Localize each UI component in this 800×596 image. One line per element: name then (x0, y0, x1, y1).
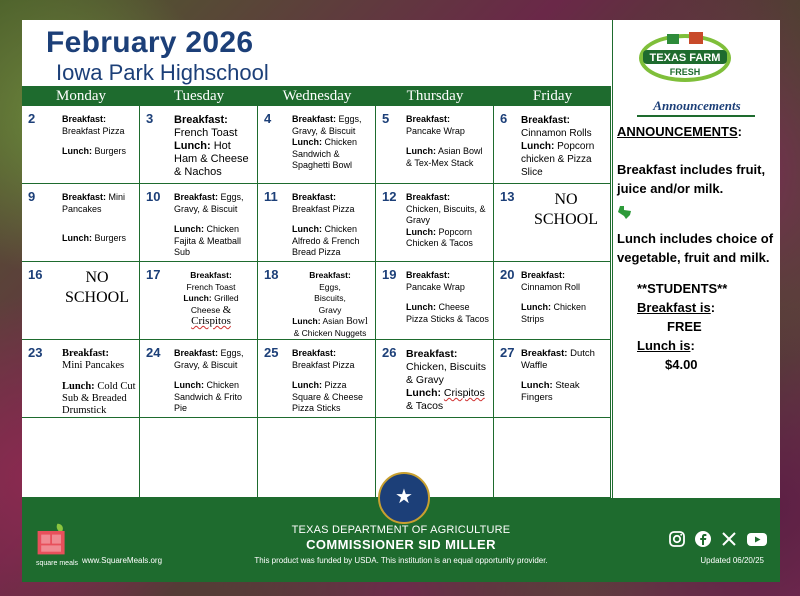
instagram-icon[interactable] (668, 530, 686, 548)
heading-underline (637, 115, 755, 117)
lunch-price: $4.00 (665, 357, 698, 372)
day-number: 20 (500, 267, 515, 282)
day-cell-11: 11 Breakfast: Breakfast Pizza Lunch: Chicken Alfredo & French Bread Pizza (258, 184, 376, 262)
day-cell-20: 20 Breakfast: Cinnamon Roll Lunch: Chicken Strips (494, 262, 611, 340)
day-cell-5: 5 Breakfast: Pancake Wrap Lunch: Asian Bowl & Tex-Mex Stack (376, 106, 494, 184)
updated-date: Updated 06/20/25 (700, 556, 764, 565)
commissioner-name: COMMISSIONER SID MILLER (306, 537, 496, 552)
day-number: 13 (500, 189, 515, 204)
texas-state-icon (617, 204, 633, 220)
day-cell-4: 4 Breakfast: Eggs, Gravy, & Biscuit Lunch: Chicken Sandwich & Spaghetti Bowl (258, 106, 376, 184)
day-cell-2: 2 Breakfast: Breakfast Pizza Lunch: Burgers (22, 106, 140, 184)
day-cell-23: 23 Breakfast: Mini Pancakes Lunch: Cold Cut Sub & Breaded Drumstick (22, 340, 140, 418)
day-cell-13 (494, 184, 611, 262)
day-number: 6 (500, 111, 508, 126)
day-thursday: Thursday (406, 88, 464, 104)
day-monday: Monday (56, 88, 106, 104)
svg-text:FRESH: FRESH (669, 67, 701, 77)
square-meals-text: square meals (36, 560, 79, 567)
footer (22, 498, 780, 582)
no-school-label: NO SCHOOL (533, 191, 598, 228)
day-number: 11 (264, 189, 278, 204)
day-tuesday: Tuesday (173, 88, 225, 104)
day-number: 4 (264, 111, 272, 126)
announcements-heading: Announcements (653, 98, 741, 113)
lunch-note: Lunch includes choice of vegetable, fruit and milk. (617, 231, 774, 265)
day-cell-9: 9 Breakfast: Mini Pancakes Lunch: Burgers (22, 184, 140, 262)
facebook-icon[interactable] (694, 530, 712, 548)
day-cell-3: 3 Breakfast: French Toast Lunch: Hot Ham & Cheese & Nachos (140, 106, 258, 184)
texas-farm-fresh-logo (637, 28, 733, 84)
day-number: 17 (146, 267, 161, 282)
day-number: 5 (382, 111, 390, 126)
day-cell-25: 25 Breakfast: Breakfast Pizza Lunch: Pizza Square & Cheese Pizza Sticks (258, 340, 376, 418)
day-cell-17: 17 Breakfast: French Toast Lunch: Grilled Cheese & Crispitos (140, 262, 258, 340)
menu-card (22, 20, 780, 582)
breakfast-note: Breakfast includes fruit, juice and/or milk. (617, 162, 766, 196)
day-cell-19: 19 Breakfast: Pancake Wrap Lunch: Cheese Pizza Sticks & Tacos (376, 262, 494, 340)
day-number: 19 (382, 267, 397, 282)
day-number: 25 (264, 345, 279, 360)
weekday-header (22, 86, 611, 106)
students-heading: **STUDENTS** (637, 281, 728, 296)
tda-seal-icon (378, 472, 430, 524)
no-school-label: NO SCHOOL (64, 269, 129, 306)
day-number: 24 (146, 345, 161, 360)
day-wednesday: Wednesday (282, 88, 352, 104)
x-icon[interactable] (720, 530, 738, 548)
announcement-text: ANNOUNCEMENTS: Breakfast includes fruit, juice and/or milk. Lunch includes choice of vegetable, fruit and milk. **STUDENTS** Breakfast is: FREE Lunch is: $4.00 (617, 122, 779, 374)
day-number: 9 (28, 189, 36, 204)
day-cell-12: 12 Breakfast: Chicken, Biscuits, & Gravy Lunch: Popcorn Chicken & Tacos (376, 184, 494, 262)
announcements-panel (612, 20, 781, 498)
youtube-icon[interactable] (746, 530, 764, 548)
funding-statement: This product was funded by USDA. This institution is an equal opportunity provider. (254, 556, 548, 565)
empty-cell (258, 418, 376, 498)
day-number: 10 (146, 189, 161, 204)
day-cell-24: 24 Breakfast: Eggs, Gravy, & Biscuit Lunch: Chicken Sandwich & Frito Pie (140, 340, 258, 418)
day-number: 23 (28, 345, 43, 360)
day-cell-6: 6 Breakfast: Cinnamon Rolls Lunch: Popcorn chicken & Pizza Slice (494, 106, 611, 184)
day-friday: Friday (532, 88, 573, 104)
day-number: 2 (28, 111, 36, 126)
day-number: 26 (382, 345, 397, 360)
day-number: 12 (382, 189, 397, 204)
calendar-grid (22, 106, 611, 498)
page-title: February 2026 (46, 26, 254, 59)
day-cell-27: 27 Breakfast: Dutch Waffle Lunch: Steak Fingers (494, 340, 611, 418)
svg-text:TEXAS FARM: TEXAS FARM (649, 52, 721, 64)
breakfast-price: FREE (667, 319, 702, 334)
day-cell-16 (22, 262, 140, 340)
dept-name: TEXAS DEPARTMENT OF AGRICULTURE (291, 524, 511, 536)
square-meals-link[interactable]: www.SquareMeals.org (82, 556, 163, 565)
day-number: 3 (146, 111, 154, 126)
day-cell-10: 10 Breakfast: Eggs, Gravy, & Biscuit Lunch: Chicken Fajita & Meatball Sub (140, 184, 258, 262)
day-number: 18 (264, 267, 279, 282)
day-cell-26: 26 Breakfast: Chicken, Biscuits & Gravy Lunch: Crispitos & Tacos (376, 340, 494, 418)
empty-cell (494, 418, 611, 498)
day-number: 27 (500, 345, 515, 360)
social-links (668, 530, 764, 548)
day-number: 16 (28, 267, 43, 282)
school-name: Iowa Park Highschool (56, 60, 269, 85)
empty-cell (140, 418, 258, 498)
day-cell-18: 18 Breakfast: Eggs, Biscuits, Gravy Lunch: Asian Bowl & Chicken Nuggets (258, 262, 376, 340)
empty-cell (22, 418, 140, 498)
